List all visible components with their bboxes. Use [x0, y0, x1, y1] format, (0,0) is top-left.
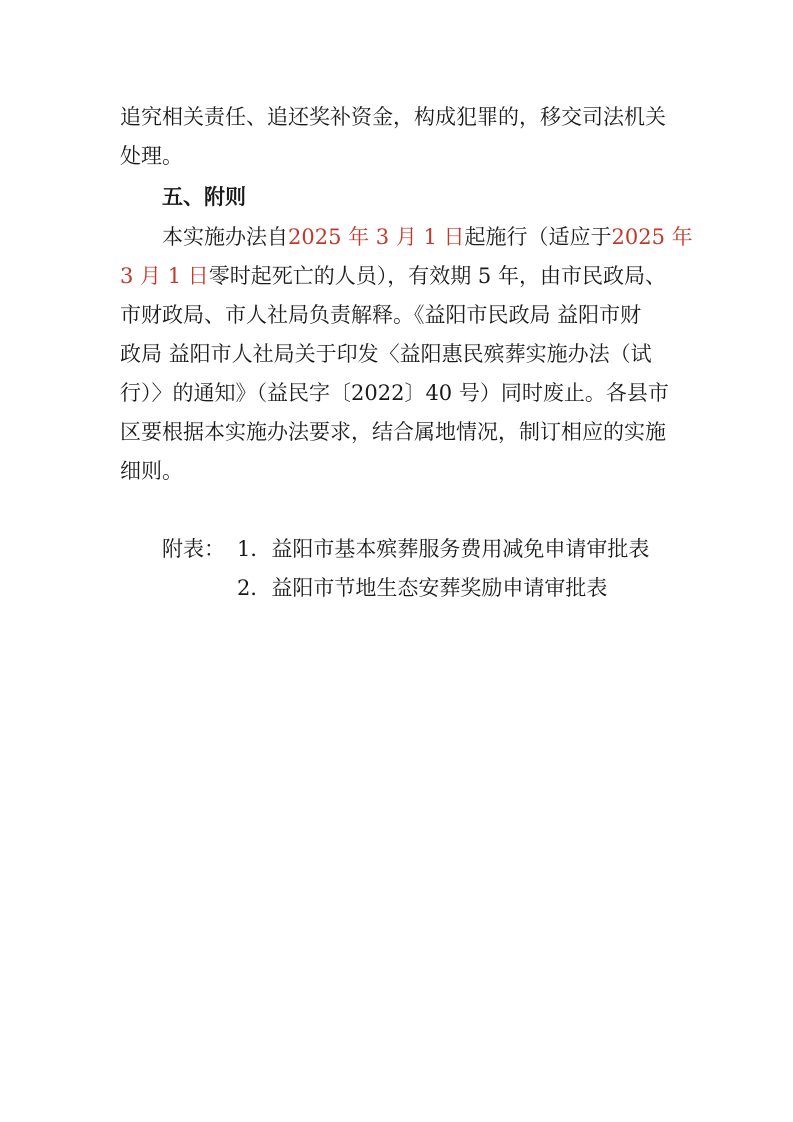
attachment-item-2: 2．益阳市节地生态安葬奖励申请审批表	[237, 576, 608, 600]
section-line5: 行）〉的通知》（益民字〔2022〕40 号）同时废止。各县市	[120, 381, 669, 405]
section-heading: 五、附则	[162, 185, 246, 209]
attachment-item-1: 1．益阳市基本殡葬服务费用减免申请审批表	[237, 537, 650, 561]
section-line2	[120, 261, 674, 291]
section-line1-text-c: 起施行（适应于	[464, 225, 612, 249]
section-line1	[162, 222, 693, 252]
section-line2-text: 零时起死亡的人员），有效期 5 年，由市民政局、	[208, 264, 666, 288]
applicable-date-part2: 3 月 1 日	[120, 264, 209, 288]
section-line1-text-a: 本实施办法自	[162, 225, 288, 249]
effective-date: 2025 年 3 月 1 日	[288, 225, 465, 249]
section-line6: 区要根据本实施办法要求，结合属地情况，制订相应的实施	[120, 420, 666, 444]
section-line7: 细则。	[120, 459, 183, 483]
applicable-date-part1: 2025 年	[611, 225, 693, 249]
section-line3: 市财政局、市人社局负责解释。《益阳市民政局 益阳市财	[120, 303, 642, 327]
section-line4: 政局 益阳市人社局关于印发〈益阳惠民殡葬实施办法（试	[120, 342, 652, 366]
para1-line2: 处理。	[120, 144, 183, 168]
para1-line1: 追究相关责任、追还奖补资金，构成犯罪的，移交司法机关	[120, 105, 666, 129]
attachments-label: 附表：	[162, 537, 225, 561]
